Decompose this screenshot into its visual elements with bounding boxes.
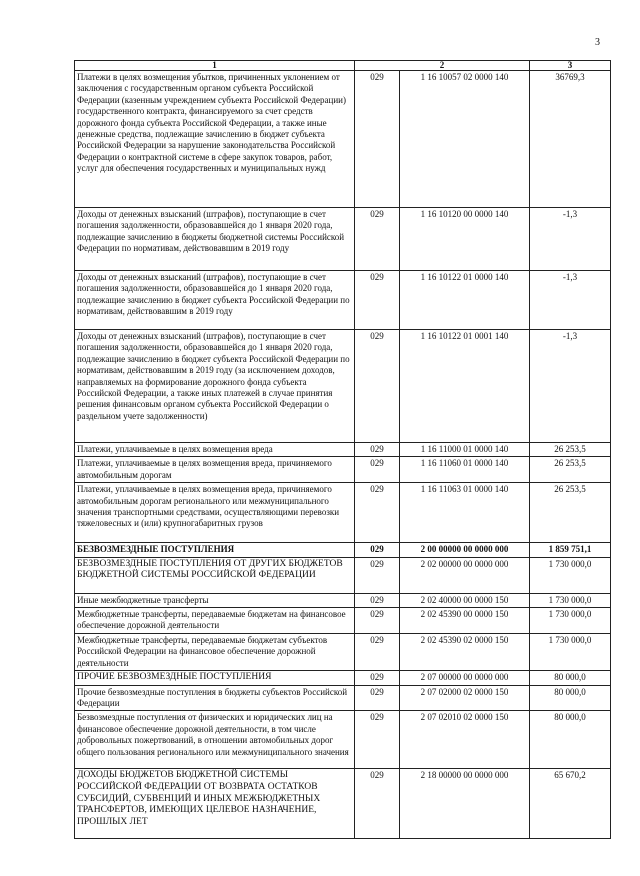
row-desc: Межбюджетные трансферты, передаваемые бюджетам субъектов Российской Федерации на финансовое обеспечение дорожной деятельности	[75, 633, 355, 670]
row-amount: 1 730 000,0	[530, 593, 611, 607]
row-kbk: 2 02 40000 00 0000 150	[400, 593, 530, 607]
table-row	[75, 557, 611, 593]
table-row	[75, 483, 611, 543]
row-kbk: 2 07 02000 02 0000 150	[400, 685, 530, 711]
row-kbk: 1 16 10122 01 0000 140	[400, 271, 530, 330]
table-row	[75, 208, 611, 271]
table-row	[75, 71, 611, 208]
row-amount: 1 730 000,0	[530, 608, 611, 634]
row-amount: 1 730 000,0	[530, 557, 611, 593]
row-amount: -1,3	[530, 271, 611, 330]
row-kbk: 1 16 10122 01 0001 140	[400, 330, 530, 443]
row-desc: Платежи, уплачиваемые в целях возмещения вреда, причиняемого автомобильным дорогам	[75, 457, 355, 483]
table-row	[75, 443, 611, 457]
table-header	[75, 61, 611, 71]
table-row	[75, 271, 611, 330]
row-admin-code: 029	[355, 769, 400, 839]
row-amount: 1 859 751,1	[530, 543, 611, 557]
row-desc: ПРОЧИЕ БЕЗВОЗМЕЗДНЫЕ ПОСТУПЛЕНИЯ	[75, 671, 355, 686]
row-desc: Иные межбюджетные трансферты	[75, 593, 355, 607]
row-desc: Доходы от денежных взысканий (штрафов), поступающие в счет погашения задолженности, образовавшейся до 1 января 2020 года, подлежащие зачислению в бюджеты бюджетной системы Российской Федерации по нормативам, действовавшим в 2019 году	[75, 208, 355, 271]
row-amount: -1,3	[530, 208, 611, 271]
table-row	[75, 543, 611, 557]
row-amount: -1,3	[530, 330, 611, 443]
row-admin-code: 029	[355, 543, 400, 557]
table-row	[75, 711, 611, 769]
row-kbk: 1 16 11000 01 0000 140	[400, 443, 530, 457]
row-amount: 80 000,0	[530, 711, 611, 769]
row-amount: 80 000,0	[530, 685, 611, 711]
row-admin-code: 029	[355, 443, 400, 457]
row-desc: ДОХОДЫ БЮДЖЕТОВ БЮДЖЕТНОЙ СИСТЕМЫ РОССИЙСКОЙ ФЕДЕРАЦИИ ОТ ВОЗВРАТА ОСТАТКОВ СУБСИДИЙ, СУБВЕНЦИЙ И ИНЫХ МЕЖБЮДЖЕТНЫХ ТРАНСФЕРТОВ, ИМЕЮЩИХ ЦЕЛЕВОЕ НАЗНАЧЕНИЕ, ПРОШЛЫХ ЛЕТ	[75, 769, 355, 839]
table-row	[75, 633, 611, 670]
row-admin-code: 029	[355, 208, 400, 271]
row-kbk: 2 00 00000 00 0000 000	[400, 543, 530, 557]
row-kbk: 2 02 00000 00 0000 000	[400, 557, 530, 593]
header-col-1: 1	[75, 61, 355, 71]
table-row	[75, 769, 611, 839]
row-desc: Платежи, уплачиваемые в целях возмещения вреда	[75, 443, 355, 457]
row-amount: 26 253,5	[530, 457, 611, 483]
page-number: 3	[595, 37, 600, 48]
header-col-3: 3	[530, 61, 611, 71]
table-row	[75, 593, 611, 607]
row-desc: БЕЗВОЗМЕЗДНЫЕ ПОСТУПЛЕНИЯ ОТ ДРУГИХ БЮДЖЕТОВ БЮДЖЕТНОЙ СИСТЕМЫ РОССИЙСКОЙ ФЕДЕРАЦИИ	[75, 557, 355, 593]
row-admin-code: 029	[355, 711, 400, 769]
row-admin-code: 029	[355, 608, 400, 634]
revenue-table	[74, 60, 611, 839]
row-amount: 65 670,2	[530, 769, 611, 839]
row-admin-code: 029	[355, 685, 400, 711]
row-admin-code: 029	[355, 457, 400, 483]
row-admin-code: 029	[355, 671, 400, 686]
row-admin-code: 029	[355, 593, 400, 607]
row-kbk: 1 16 11060 01 0000 140	[400, 457, 530, 483]
row-amount: 80 000,0	[530, 671, 611, 686]
row-kbk: 2 18 00000 00 0000 000	[400, 769, 530, 839]
row-desc: Безвозмездные поступления от физических и юридических лиц на финансовое обеспечение дорожной деятельности, в том числе добровольных пожертвований, в отношении автомобильных дорог общего пользования регионального или межмуниципального значения	[75, 711, 355, 769]
row-kbk: 2 07 02010 02 0000 150	[400, 711, 530, 769]
row-admin-code: 029	[355, 633, 400, 670]
table-row	[75, 608, 611, 634]
row-admin-code: 029	[355, 271, 400, 330]
row-kbk: 2 02 45390 00 0000 150	[400, 608, 530, 634]
row-admin-code: 029	[355, 483, 400, 543]
row-desc: Платежи в целях возмещения убытков, причиненных уклонением от заключения с государственным органом субъекта Российской Федерации (казенным учреждением субъекта Российской Федерации) государственного контракта, финансируемого за счет средств дорожного фонда субъекта Российской Федерации, а также иные денежные средства, подлежащие зачислению в бюджет субъекта Российской Федерации за нарушение законодательства Российской Федерации о контрактной системе в сфере закупок товаров, работ, услуг для обеспечения государственных и муниципальных нужд	[75, 71, 355, 208]
row-amount: 26 253,5	[530, 443, 611, 457]
table-row	[75, 671, 611, 686]
row-desc: БЕЗВОЗМЕЗДНЫЕ ПОСТУПЛЕНИЯ	[75, 543, 355, 557]
row-desc: Прочие безвозмездные поступления в бюджеты субъектов Российской Федерации	[75, 685, 355, 711]
row-amount: 36769,3	[530, 71, 611, 208]
row-desc: Межбюджетные трансферты, передаваемые бюджетам на финансовое обеспечение дорожной деятельности	[75, 608, 355, 634]
row-kbk: 1 16 11063 01 0000 140	[400, 483, 530, 543]
row-kbk: 1 16 10057 02 0000 140	[400, 71, 530, 208]
row-kbk: 2 02 45390 02 0000 150	[400, 633, 530, 670]
row-desc: Доходы от денежных взысканий (штрафов), поступающие в счет погашения задолженности, образовавшейся до 1 января 2020 года, подлежащие зачислению в бюджет субъекта Российской Федерации по нормативам, действовавшим в 2019 году	[75, 271, 355, 330]
row-kbk: 1 16 10120 00 0000 140	[400, 208, 530, 271]
row-kbk: 2 07 00000 00 0000 000	[400, 671, 530, 686]
row-admin-code: 029	[355, 557, 400, 593]
table-row	[75, 330, 611, 443]
header-col-2: 2	[355, 61, 530, 71]
row-admin-code: 029	[355, 330, 400, 443]
row-desc: Платежи, уплачиваемые в целях возмещения вреда, причиняемого автомобильным дорогам регионального или межмуниципального значения транспортными средствами, осуществляющими перевозки тяжеловесных и (или) крупногабаритных грузов	[75, 483, 355, 543]
table-row	[75, 685, 611, 711]
row-admin-code: 029	[355, 71, 400, 208]
row-desc: Доходы от денежных взысканий (штрафов), поступающие в счет погашения задолженности, образовавшейся до 1 января 2020 года, подлежащие зачислению в бюджет субъекта Российской Федерации по нормативам, действовавшим в 2019 году (за исключением доходов, направляемых на формирование дорожного фонда субъекта Российской Федерации, а также иных платежей в случае принятия решения финансовым органом субъекта Российской Федерации о раздельном учете задолженности)	[75, 330, 355, 443]
table-row	[75, 457, 611, 483]
row-amount: 1 730 000,0	[530, 633, 611, 670]
row-amount: 26 253,5	[530, 483, 611, 543]
